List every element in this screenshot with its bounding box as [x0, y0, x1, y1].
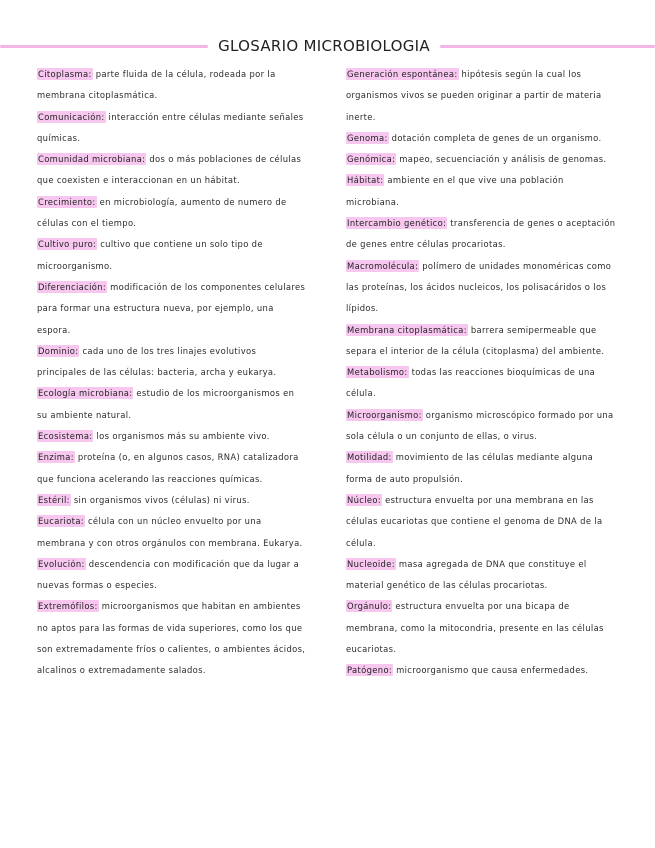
glossary-term: Orgánulo: — [347, 601, 392, 612]
glossary-term: Macromolécula: — [347, 260, 419, 271]
glossary-definition: dos o más poblaciones de células que coexisten e interaccionan en un hábitat. — [37, 154, 302, 186]
glossary-definition: barrera semipermeable que separa el interior de la célula (citoplasma) del ambiente. — [346, 324, 605, 356]
glossary-definition: mapeo, secuenciación y análisis de genomas. — [396, 154, 607, 165]
glossary-term: Citoplasma: — [38, 69, 92, 79]
glossary-term: Nucleoide: — [347, 558, 395, 569]
glossary-term: Microorganismo: — [347, 409, 422, 420]
glossary-entry — [37, 554, 307, 597]
glossary-definition: masa agregada de DNA que constituye el material genético de las células procariotas. — [346, 558, 587, 591]
glossary-entry — [37, 234, 307, 277]
glossary-term: Núcleo: — [347, 494, 382, 505]
glossary-definition: organismo microscópico formado por una sola célula o un conjunto de ellas, o virus. — [346, 409, 614, 442]
glossary-definition: interacción entre células mediante señales químicas. — [37, 111, 304, 143]
glossary-entry — [346, 660, 618, 681]
glossary-term: Crecimiento: — [38, 196, 96, 207]
glossary-term: Eucariota: — [38, 516, 84, 527]
glossary-definition: estudio de los microorganismos en su ambiente natural. — [37, 388, 295, 420]
glossary-term: Metabolismo: — [347, 367, 408, 378]
glossary-entry — [346, 490, 618, 554]
page-header — [0, 36, 655, 56]
glossary-term: Membrana citoplasmática: — [347, 324, 467, 335]
glossary-entry — [37, 192, 307, 235]
glossary-term: Hábitat: — [347, 175, 384, 186]
glossary-entry — [37, 107, 307, 150]
glossary-term: Comunicación: — [38, 111, 105, 122]
glossary-term: Diferenciación: — [38, 281, 107, 292]
glossary-entry — [37, 341, 307, 384]
glossary-entry — [37, 447, 307, 490]
glossary-definition: parte fluida de la célula, rodeada por la membrana citoplasmática. — [37, 69, 276, 101]
header-rule-right — [440, 45, 655, 48]
glossary-term: Generación espontánea: — [347, 69, 458, 79]
glossary-definition: ambiente en el que vive una población microbiana. — [346, 175, 564, 207]
glossary-entry — [37, 511, 307, 554]
glossary-term: Patógeno: — [347, 665, 393, 676]
glossary-column-left — [37, 64, 307, 682]
glossary-definition: proteína (o, en algunos casos, RNA) catalizadora que funciona acelerando las reacciones químicas. — [37, 452, 299, 484]
glossary-definition: modificación de los componentes celulares para formar una estructura nueva, por ejemplo, una espora. — [37, 281, 306, 335]
glossary-term: Intercambio genético: — [347, 218, 447, 229]
glossary-term: Extremófilos: — [38, 601, 98, 612]
glossary-definition: los organismos más su ambiente vivo. — [93, 431, 270, 442]
glossary-definition: polímero de unidades monoméricas como las proteínas, los ácidos nucleicos, los polisacáridos o los lípidos. — [346, 260, 612, 314]
glossary-term: Ecología microbiana: — [38, 388, 133, 399]
glossary-entry — [37, 383, 307, 426]
header-rule-left — [0, 45, 208, 48]
glossary-entry — [346, 213, 618, 256]
glossary-definition: transferencia de genes o aceptación de genes entre células procariotas. — [346, 218, 616, 250]
glossary-entry — [37, 277, 307, 341]
glossary-definition: célula con un núcleo envuelto por una membrana y con otros orgánulos con membrana. Eukarya. — [37, 516, 303, 548]
glossary-definition: cultivo que contiene un solo tipo de microorganismo. — [37, 239, 263, 271]
glossary-definition: microorganismo que causa enfermedades. — [393, 665, 589, 676]
glossary-definition: estructura envuelta por una membrana en las células eucariotas que contiene el genoma de DNA de la célula. — [346, 494, 603, 548]
glossary-term: Genoma: — [347, 132, 388, 143]
glossary-entry — [346, 447, 618, 490]
glossary-entry — [346, 320, 618, 363]
glossary-definition: sin organismos vivos (células) ni virus. — [70, 494, 250, 505]
glossary-term: Motilidad: — [347, 452, 392, 463]
glossary-definition: dotación completa de genes de un organismo. — [388, 132, 602, 143]
glossary-term: Cultivo puro: — [38, 239, 97, 250]
glossary-term: Evolución: — [38, 558, 85, 569]
glossary-entry — [37, 490, 307, 511]
glossary-entry — [37, 149, 307, 192]
glossary-term: Genómica: — [347, 154, 396, 165]
glossary-entry — [346, 170, 618, 213]
glossary-entry — [37, 596, 307, 681]
glossary-entry — [346, 64, 618, 128]
glossary-entry — [346, 554, 618, 597]
glossary-entry — [37, 64, 307, 107]
glossary-definition: microorganismos que habitan en ambientes no aptos para las formas de vida superiores, como los que son extremadamente fríos o calientes, o ambientes ácidos, alcalinos o extremadamente salados. — [37, 601, 306, 676]
glossary-entry — [346, 128, 618, 149]
glossary-definition: descendencia con modificación que da lugar a nuevas formas o especies. — [37, 558, 300, 591]
glossary-term: Comunidad microbiana: — [38, 154, 146, 165]
glossary-entry — [346, 149, 618, 170]
glossary-entry — [346, 362, 618, 405]
glossary-term: Estéril: — [38, 494, 70, 505]
glossary-entry — [37, 426, 307, 447]
glossary-entry — [346, 256, 618, 320]
glossary-definition: todas las reacciones bioquímicas de una célula. — [346, 367, 596, 399]
glossary-definition: estructura envuelta por una bicapa de membrana, como la mitocondria, presente en las células eucariotas. — [346, 601, 604, 655]
glossary-definition: cada uno de los tres linajes evolutivos principales de las células: bacteria, archa y eukarya. — [37, 345, 277, 378]
glossary-entry — [346, 596, 618, 660]
glossary-definition: movimiento de las células mediante alguna forma de auto propulsión. — [346, 452, 594, 484]
glossary-entry — [346, 405, 618, 448]
glossary-definition: en microbiología, aumento de numero de células con el tiempo. — [37, 196, 287, 229]
glossary-term: Ecosistema: — [38, 431, 93, 442]
glossary-definition: hipótesis según la cual los organismos vivos se pueden originar a partir de materia inerte. — [346, 69, 602, 122]
glossary-term: Enzima: — [38, 452, 74, 463]
glossary-term: Dominio: — [38, 345, 79, 356]
glossary-column-right — [346, 64, 618, 682]
page-title: GLOSARIO MICROBIOLOGIA — [218, 37, 430, 55]
